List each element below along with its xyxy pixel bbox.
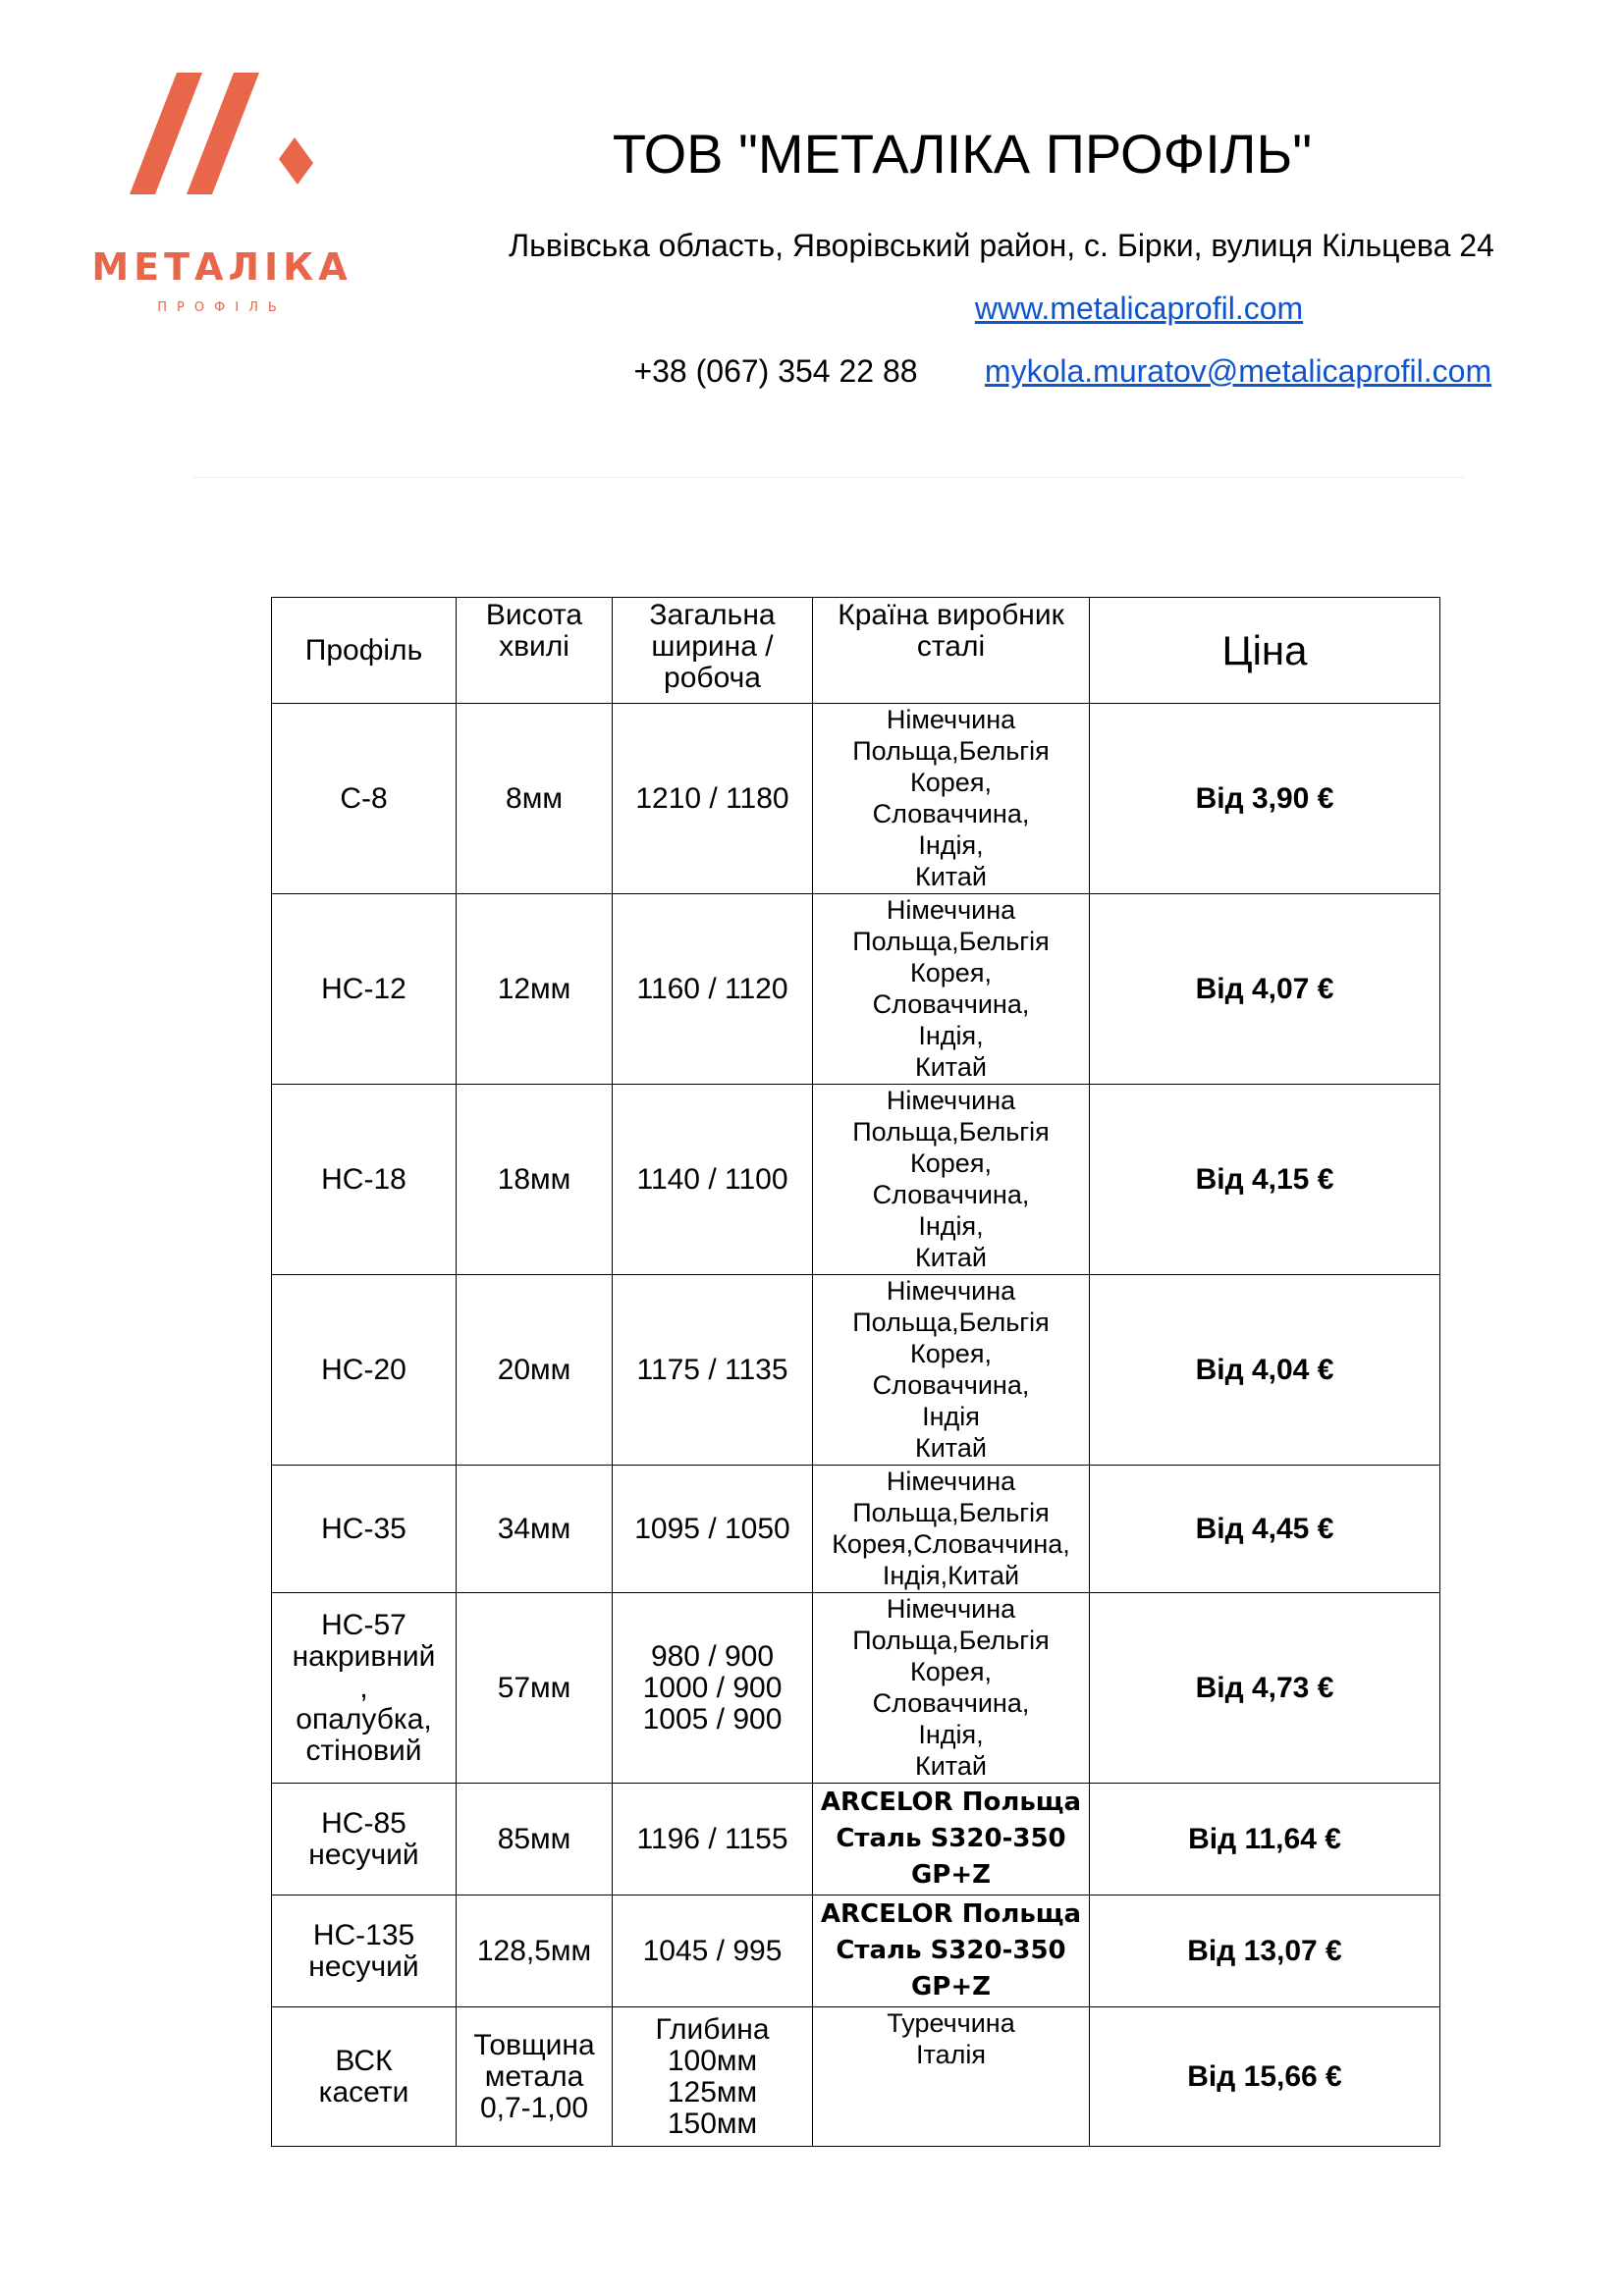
table-row [272, 1466, 1440, 1593]
profile-cell: НС-57 накривний , опалубка, стіновий [272, 1593, 457, 1784]
width-cell: 1196 / 1155 [613, 1784, 813, 1896]
table-row [272, 1593, 1440, 1784]
wave-height-cell: Товщина метала 0,7-1,00 [457, 2007, 613, 2147]
wave-height-cell: 128,5мм [457, 1896, 613, 2007]
price-cell: Від 4,15 € [1090, 1085, 1440, 1275]
logo-name: МЕТАЛІКА [91, 245, 352, 289]
country-cell: ARCELOR Польща Сталь S320-350 GP+Z [813, 1896, 1090, 2007]
width-cell: 1160 / 1120 [613, 894, 813, 1085]
column-header-width: Загальна ширина / робоча [613, 598, 813, 704]
country-cell: Німеччина Польща,Бельгія Корея, Словаччина, Індія, Китай [813, 1085, 1090, 1275]
wave-height-cell: 8мм [457, 704, 613, 894]
table-row [272, 1275, 1440, 1466]
phone-number: +38 (067) 354 22 88 [633, 353, 918, 389]
profile-cell: ВСК касети [272, 2007, 457, 2147]
column-header-price: Ціна [1090, 598, 1440, 704]
price-cell: Від 3,90 € [1090, 704, 1440, 894]
profile-cell: НС-20 [272, 1275, 457, 1466]
company-logo [75, 73, 369, 328]
wave-height-cell: 18мм [457, 1085, 613, 1275]
wave-height-cell: 57мм [457, 1593, 613, 1784]
width-cell: Глибина 100мм 125мм 150мм [613, 2007, 813, 2147]
table-row [272, 1896, 1440, 2007]
price-cell: Від 4,07 € [1090, 894, 1440, 1085]
price-cell: Від 15,66 € [1090, 2007, 1440, 2147]
country-cell: Німеччина Польща,Бельгія Корея, Словаччина, Індія Китай [813, 1275, 1090, 1466]
profile-cell: НС-85 несучий [272, 1784, 457, 1896]
wave-height-cell: 12мм [457, 894, 613, 1085]
company-name: ТОВ "МЕТАЛІКА ПРОФІЛЬ" [612, 123, 1313, 185]
email-link[interactable]: mykola.muratov@metalicaprofil.com [984, 353, 1492, 389]
profile-cell: НС-12 [272, 894, 457, 1085]
header-divider [192, 477, 1465, 478]
column-header-wave-height: Висота хвилі [457, 598, 613, 704]
column-header-country: Країна виробник сталі [813, 598, 1090, 704]
price-cell: Від 13,07 € [1090, 1896, 1440, 2007]
country-cell: Німеччина Польща,Бельгія Корея, Словаччина, Індія, Китай [813, 704, 1090, 894]
profile-cell: НС-18 [272, 1085, 457, 1275]
table-header-row [272, 598, 1440, 704]
table-row [272, 2007, 1440, 2147]
table-row [272, 894, 1440, 1085]
price-cell: Від 4,04 € [1090, 1275, 1440, 1466]
width-cell: 1045 / 995 [613, 1896, 813, 2007]
price-cell: Від 11,64 € [1090, 1784, 1440, 1896]
profile-cell: НС-35 [272, 1466, 457, 1593]
width-cell: 1140 / 1100 [613, 1085, 813, 1275]
country-cell: Німеччина Польща,Бельгія Корея, Словаччина, Індія, Китай [813, 1593, 1090, 1784]
price-cell: Від 4,73 € [1090, 1593, 1440, 1784]
profile-cell: С-8 [272, 704, 457, 894]
country-cell: Туреччина Італія [813, 2007, 1090, 2147]
company-address: Львівська область, Яворівський район, с. Бірки, вулиця Кільцева 24 [509, 228, 1494, 263]
width-cell: 1095 / 1050 [613, 1466, 813, 1593]
width-cell: 1175 / 1135 [613, 1275, 813, 1466]
profile-cell: НС-135 несучий [272, 1896, 457, 2007]
website-link[interactable]: www.metalicaprofil.com [974, 291, 1304, 326]
table-row [272, 1784, 1440, 1896]
table-row [272, 704, 1440, 894]
price-table [271, 597, 1440, 2147]
column-header-profile: Профіль [272, 598, 457, 704]
width-cell: 980 / 900 1000 / 900 1005 / 900 [613, 1593, 813, 1784]
country-cell: ARCELOR Польща Сталь S320-350 GP+Z [813, 1784, 1090, 1896]
logo-mark-icon [130, 73, 314, 220]
logo-subtitle: ПРОФІЛЬ [157, 300, 287, 315]
country-cell: Німеччина Польща,Бельгія Корея,Словаччина, Індія,Китай [813, 1466, 1090, 1593]
width-cell: 1210 / 1180 [613, 704, 813, 894]
wave-height-cell: 34мм [457, 1466, 613, 1593]
country-cell: Німеччина Польща,Бельгія Корея, Словаччина, Індія, Китай [813, 894, 1090, 1085]
wave-height-cell: 85мм [457, 1784, 613, 1896]
wave-height-cell: 20мм [457, 1275, 613, 1466]
table-row [272, 1085, 1440, 1275]
price-cell: Від 4,45 € [1090, 1466, 1440, 1593]
